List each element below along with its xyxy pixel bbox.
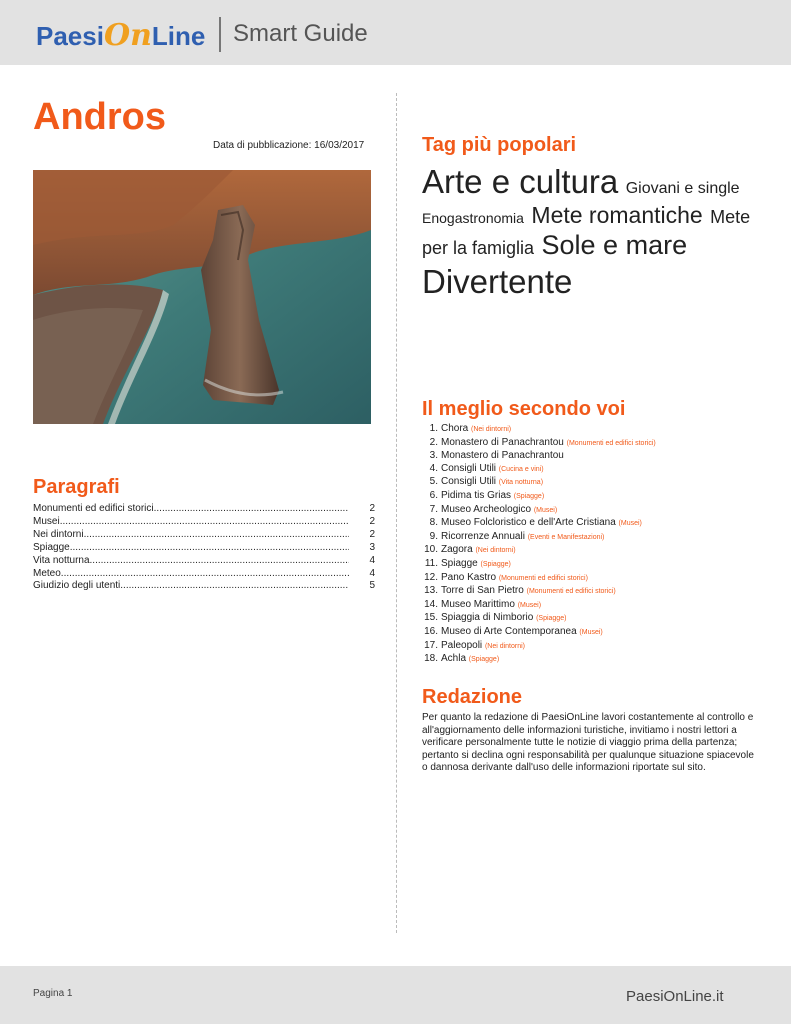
best-list-item[interactable]	[422, 544, 772, 558]
toc-dot-leader	[61, 568, 349, 581]
best-item-category: (Musei)	[579, 628, 603, 636]
publication-date: Data di pubblicazione: 16/03/2017	[213, 140, 365, 151]
toc-dot-leader	[120, 580, 349, 593]
best-item-category: (Monumenti ed edifici storici)	[498, 574, 588, 582]
tag-link[interactable]: Giovani e single	[625, 180, 740, 197]
toc-row[interactable]	[33, 542, 375, 555]
page-footer	[0, 966, 791, 1024]
toc-page-number: 2	[369, 503, 375, 514]
toc-row[interactable]	[33, 580, 375, 593]
toc-dot-leader	[60, 516, 349, 529]
best-item-name[interactable]: Ricorrenze Annuali	[441, 530, 525, 542]
tag-link[interactable]: Divertente	[422, 262, 573, 300]
toc-label[interactable]: Musei	[33, 515, 60, 527]
best-list-item[interactable]	[422, 640, 772, 654]
best-item-name[interactable]: Monastero di Panachrantou	[441, 436, 564, 448]
tag-cloud	[422, 162, 762, 301]
best-item-name[interactable]: Zagora	[441, 544, 473, 556]
best-item-category: (Monumenti ed edifici storici)	[526, 588, 616, 596]
best-item-category: (Nei dintorni)	[471, 426, 512, 433]
toc-dot-leader	[84, 529, 349, 542]
best-list-item[interactable]	[422, 558, 772, 572]
paragrafi-heading: Paragrafi	[33, 476, 120, 498]
best-item-category: (Spiagge)	[468, 656, 500, 664]
toc-label[interactable]: Monumenti ed edifici storici	[33, 503, 154, 514]
best-list-item[interactable]	[422, 490, 772, 504]
best-item-number: 11.	[424, 557, 438, 569]
best-list-item[interactable]	[422, 504, 772, 518]
tag-link[interactable]: Mete romantiche	[531, 201, 703, 228]
toc-label[interactable]: Vita notturna	[33, 554, 90, 566]
page-header	[0, 0, 791, 65]
tag-link[interactable]: Arte e cultura	[422, 163, 619, 200]
site-link[interactable]: PaesiOnLine.it	[626, 988, 724, 1005]
best-list-item[interactable]	[422, 517, 772, 531]
best-item-number: 16.	[424, 625, 438, 637]
best-item-name[interactable]: Pidima tis Grias	[441, 489, 512, 501]
best-item-number: 9.	[429, 530, 438, 542]
page-number: Pagina 1	[33, 988, 73, 999]
toc-page-number: 2	[369, 528, 375, 540]
header-subtitle: Smart Guide	[233, 20, 368, 47]
best-item-number: 3.	[429, 450, 438, 462]
best-item-number: 14.	[424, 598, 438, 610]
best-item-category: (Monumenti ed edifici storici)	[566, 439, 656, 447]
best-item-name[interactable]: Consigli Utili	[441, 462, 497, 474]
best-item-category: (Musei)	[533, 506, 558, 514]
best-item-category: (Musei)	[618, 520, 642, 528]
toc-label[interactable]: Meteo	[33, 567, 61, 579]
toc-row[interactable]	[33, 529, 375, 542]
best-item-category: (Cucina e vini)	[498, 465, 544, 473]
best-item-category: (Vita notturna)	[498, 479, 544, 487]
tag-link[interactable]: Mete per la famiglia	[422, 206, 751, 259]
toc-page-number: 3	[369, 541, 375, 553]
best-list-item[interactable]	[422, 572, 772, 586]
toc-label[interactable]: Nei dintorni	[33, 528, 84, 540]
best-item-number: 6.	[429, 489, 438, 501]
redazione-heading: Redazione	[422, 686, 523, 708]
best-item-number: 18.	[424, 653, 438, 665]
best-item-category: (Spiagge)	[536, 615, 567, 623]
best-item-name[interactable]: Museo Archeologico	[441, 503, 532, 515]
toc-label[interactable]: Giudizio degli utenti	[33, 580, 121, 592]
best-list-item[interactable]	[422, 599, 772, 613]
best-list-item[interactable]	[422, 653, 772, 667]
toc-label[interactable]: Spiagge	[33, 541, 70, 553]
best-item-name[interactable]: Spiaggia di Nimborio	[441, 612, 534, 624]
best-heading: Il meglio secondo voi	[422, 398, 626, 420]
toc-page-number: 4	[369, 554, 375, 566]
paesionline-logo[interactable]	[36, 16, 205, 56]
toc-page-number: 4	[369, 567, 375, 579]
best-item-name[interactable]: Paleopoli	[441, 639, 483, 651]
best-item-category: (Spiagge)	[480, 560, 511, 568]
toc-row[interactable]	[33, 503, 375, 516]
best-item-number: 12.	[424, 571, 438, 583]
best-item-number: 2.	[429, 436, 438, 448]
best-item-number: 7.	[429, 503, 438, 515]
toc-dot-leader	[90, 555, 349, 568]
best-item-name[interactable]: Chora	[441, 423, 469, 434]
coastal-rock-photo	[33, 170, 371, 424]
best-list-item[interactable]	[422, 585, 772, 599]
best-list-item[interactable]	[422, 612, 772, 626]
best-item-category: (Nei dintorni)	[475, 547, 516, 555]
toc-row[interactable]	[33, 516, 375, 529]
best-item-number: 17.	[424, 639, 438, 651]
best-list-item[interactable]	[422, 463, 772, 477]
best-item-number: 10.	[424, 544, 438, 556]
best-item-name[interactable]: Museo Marittimo	[441, 598, 515, 610]
best-item-category: (Musei)	[517, 601, 542, 609]
logo-text-paesi: Paesi	[36, 21, 104, 51]
best-item-number: 15.	[424, 612, 438, 624]
best-list-item[interactable]	[422, 423, 772, 437]
best-item-category: (Nei dintorni)	[484, 642, 526, 650]
best-list-item[interactable]	[422, 626, 772, 640]
best-item-category: (Eventi e Manifestazioni)	[527, 533, 605, 541]
tag-link[interactable]: Sole e mare	[541, 230, 688, 261]
paragrafi-list	[33, 503, 375, 593]
toc-row[interactable]	[33, 555, 375, 568]
column-divider	[396, 93, 397, 933]
best-item-number: 13.	[424, 585, 438, 597]
best-item-number: 1.	[429, 423, 438, 434]
tags-heading: Tag più popolari	[422, 134, 577, 156]
best-list-item[interactable]	[422, 437, 772, 451]
best-list-item[interactable]	[422, 450, 772, 463]
header-divider	[219, 17, 221, 52]
logo-text-on: On	[103, 18, 152, 53]
best-item-name[interactable]: Monastero di Panachrantou	[441, 450, 564, 462]
best-list-item[interactable]	[422, 531, 772, 545]
toc-page-number: 2	[369, 515, 375, 527]
best-item-number: 5.	[429, 476, 438, 488]
best-item-number: 8.	[429, 517, 438, 529]
best-list-item[interactable]	[422, 476, 772, 490]
best-item-number: 4.	[429, 462, 438, 474]
best-item-name[interactable]: Pano Kastro	[441, 571, 497, 583]
toc-dot-leader	[154, 503, 349, 516]
best-item-name[interactable]: Museo Folcloristico e dell'Arte Cristiana	[441, 517, 616, 529]
best-list	[422, 423, 772, 667]
tag-link[interactable]: Enogastronomia	[422, 209, 524, 226]
best-item-name[interactable]: Torre di San Pietro	[441, 585, 524, 597]
best-item-category: (Spiagge)	[513, 492, 545, 500]
page-title: Andros	[33, 96, 166, 138]
toc-dot-leader	[70, 542, 349, 555]
redazione-text: Per quanto la redazione di PaesiOnLine lavori costantemente al controllo e all'aggiornamento delle informazioni turistiche, invitiamo i nostri lettori a verificare personalmente tutte le notizie di viaggio prima della partenza; pertanto si declina ogni responsabilità per qualunque situazione spiacevole o dannosa derivante dall'uso delle informazioni riportate sul sito.	[422, 712, 754, 774]
toc-page-number: 5	[369, 580, 375, 592]
best-item-name[interactable]: Museo di Arte Contemporanea	[441, 625, 577, 637]
logo-text-line: Line	[151, 21, 206, 51]
toc-row[interactable]	[33, 568, 375, 581]
best-item-name[interactable]: Spiagge	[441, 557, 478, 569]
best-item-name[interactable]: Consigli Utili	[441, 476, 497, 488]
best-item-name[interactable]: Achla	[441, 653, 467, 665]
